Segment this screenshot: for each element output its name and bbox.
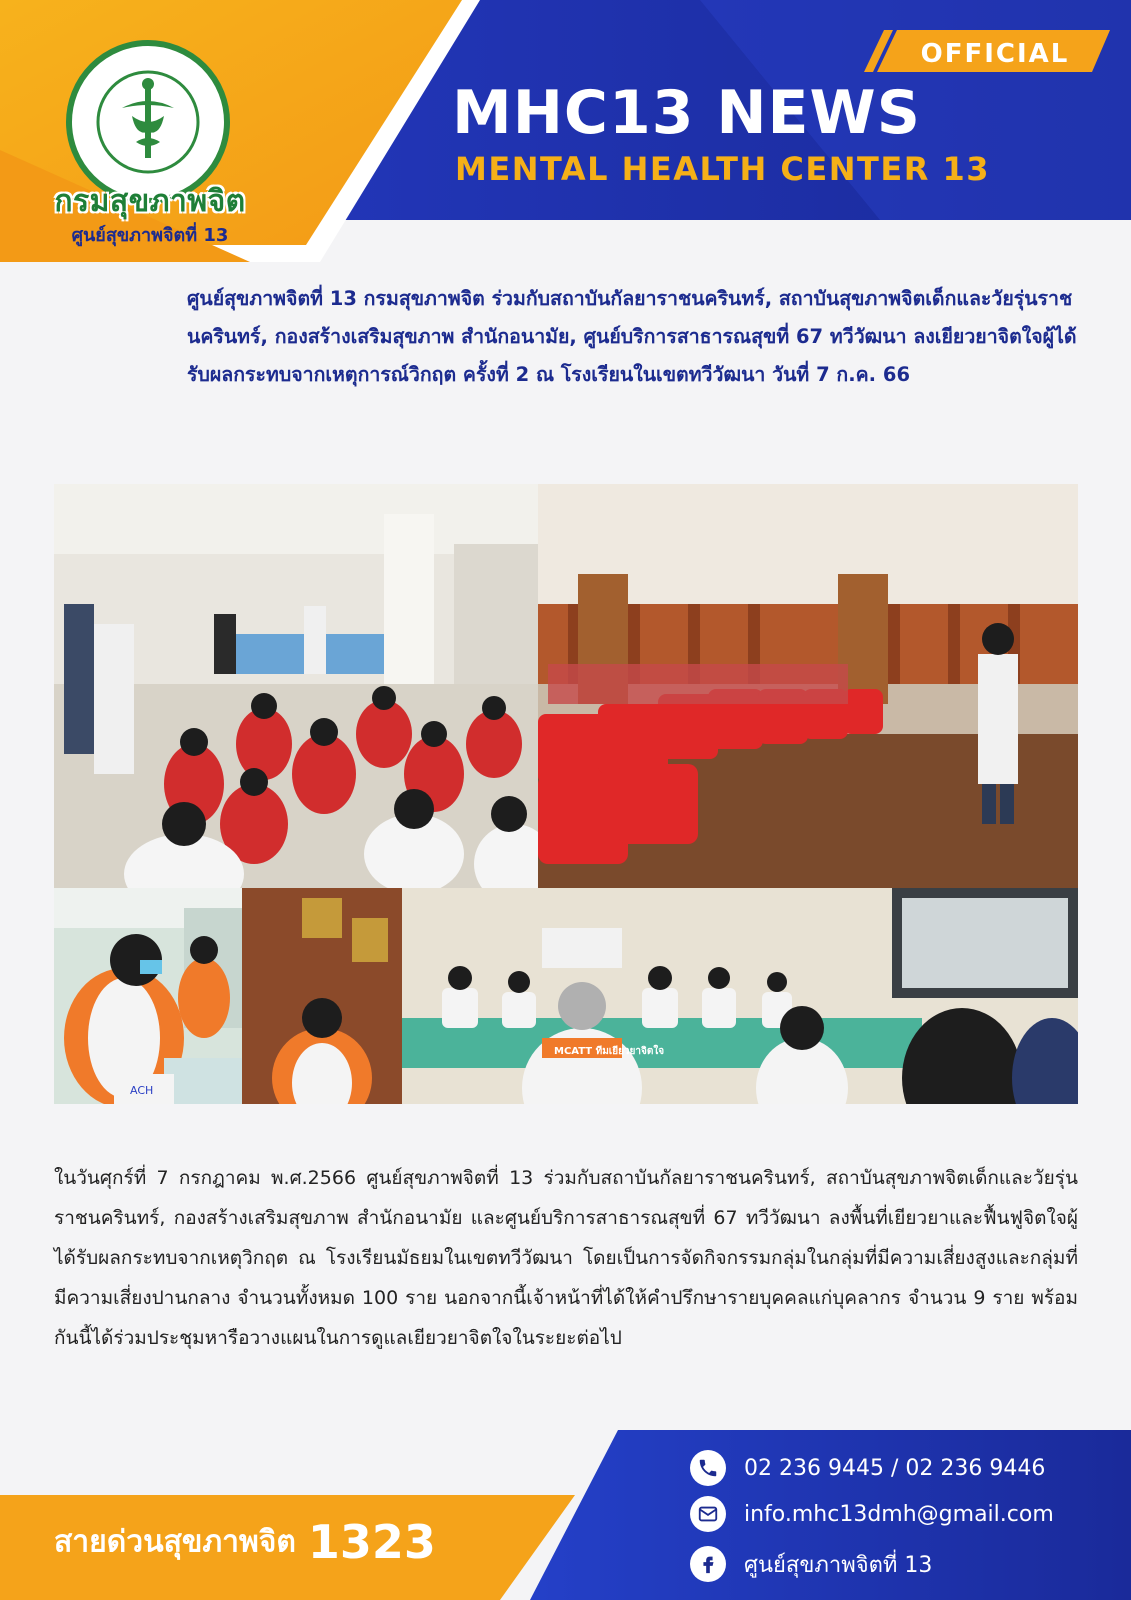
facebook-icon (690, 1546, 726, 1582)
hotline-label: สายด่วนสุขภาพจิต (54, 1524, 296, 1560)
phone-icon (690, 1450, 726, 1486)
center-name: ศูนย์สุขภาพจิตที่ 13 (71, 225, 229, 246)
email-address: info.mhc13dmh@gmail.com (744, 1501, 1054, 1527)
hotline-number[interactable]: 1323 (307, 1515, 436, 1569)
hotline (54, 1515, 436, 1569)
photo-auditorium-talk (538, 484, 1078, 888)
news-headline: ศูนย์สุขภาพจิตที่ 13 กรมสุขภาพจิต ร่วมกับสถาบันกัลยาราชนครินทร์, สถาบันสุขภาพจิตเด็กและวัยรุ่นราชนครินทร์, กองสร้างเสริมสุขภาพ สำนักอนามัย, ศูนย์บริการสาธารณสุขที่ 67 ทวีวัฒนา ลงเยียวยาจิตใจผู้ได้รับผลกระทบจากเหตุการณ์วิกฤต ครั้งที่ 2 ณ โรงเรียนในเขตทวีวัฒนา วันที่ 7 ก.ค. 66 (187, 287, 1077, 386)
contact-phone[interactable] (690, 1448, 1045, 1488)
ach-box-label: ACH (130, 1084, 154, 1097)
mail-icon (690, 1496, 726, 1532)
contact-email[interactable] (690, 1494, 1054, 1534)
news-body: ในวันศุกร์ที่ 7 กรกฎาคม พ.ศ.2566 ศูนย์สุขภาพจิตที่ 13 ร่วมกับสถาบันกัลยาราชนครินทร์, สถาบันสุขภาพจิตเด็กและวัยรุ่นราชนครินทร์, กองสร้างเสริมสุขภาพ สำนักอนามัย และศูนย์บริการสาธารณสุขที่ 67 ทวีวัฒนา ลงพื้นที่เยียวยาและฟื้นฟูจิตใจผู้ได้รับผลกระทบจากเหตุวิกฤต ณ โรงเรียนมัธยมในเขตทวีวัฒนา โดยเป็นการจัดกิจกรรมกลุ่มในกลุ่มที่มีความเสี่ยงสูงและกลุ่มที่มีความเสี่ยงปานกลาง จำนวนทั้งหมด 100 ราย นอกจากนี้เจ้าหน้าที่ได้ให้คำปรึกษารายบุคคลแก่บุคลากร จำนวน 9 ราย พร้อมกันนี้ได้ร่วมประชุมหารือวางแผนในการดูแลเยียวยาจิตใจในระยะต่อไป (54, 1167, 1078, 1349)
contact-facebook[interactable] (690, 1544, 932, 1584)
photo-planning-meeting (242, 888, 1078, 1104)
page-subtitle: MENTAL HEALTH CENTER 13 (455, 150, 990, 188)
photo-students-classroom (54, 484, 538, 888)
facebook-page: ศูนย์สุขภาพจิตที่ 13 (744, 1552, 933, 1578)
official-badge: OFFICIAL (920, 39, 1070, 69)
page-title: MHC13 NEWS (452, 78, 921, 148)
photo-counseling-session (54, 888, 242, 1104)
department-name: กรมสุขภาพจิต (54, 184, 246, 219)
mcatt-vest-label: MCATT ทีมเยียวยาจิตใจ (554, 1046, 665, 1057)
phone-number: 02 236 9445 / 02 236 9446 (744, 1455, 1046, 1481)
